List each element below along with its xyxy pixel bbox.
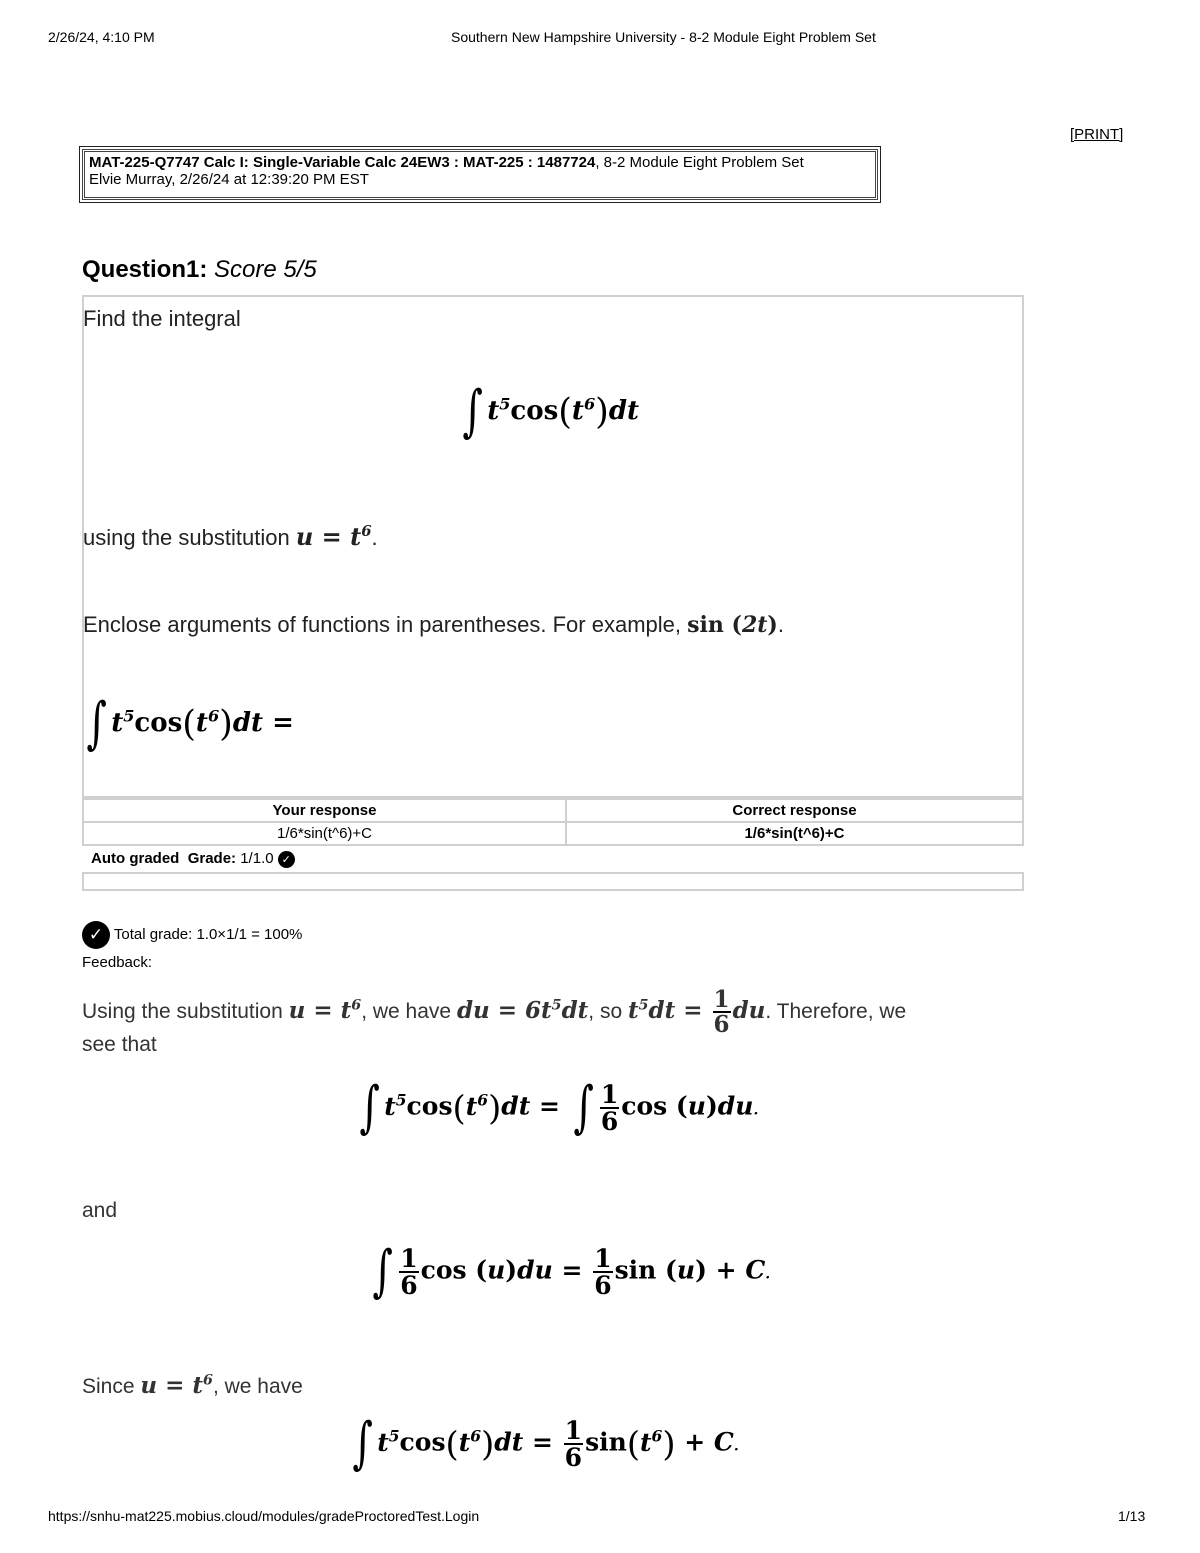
print-datetime: 2/26/24, 4:10 PM: [48, 29, 155, 45]
answer-integral-prompt: ∫ $t^5\cos(t^6)dt$ =: [86, 691, 294, 756]
grade-label: Grade:: [187, 850, 237, 867]
question-score: Score 5/5: [214, 256, 317, 283]
course-header-box: [82, 149, 878, 200]
feedback-and: and: [82, 1199, 118, 1222]
feedback-see-that: see that: [82, 1033, 157, 1056]
check-circle-icon: ✓: [278, 851, 295, 868]
question-heading: [82, 256, 317, 284]
integral-expression: ∫ $t^5\cos(t^6)dt$: [462, 379, 640, 444]
feedback-so-text: , so: [588, 1000, 623, 1023]
substitution-line: using the substitution $u = t^6$.: [83, 522, 378, 551]
assignment-title: , 8-2 Module Eight Problem Set: [595, 154, 804, 171]
response-table: [82, 798, 1024, 846]
feedback-equation-2: ∫ $\frac{1}{6}$ cos (u)du = $\frac{1}{6}$ sin (u) + C.: [372, 1239, 771, 1304]
correct-response-header: Correct response: [566, 799, 1023, 822]
empty-feedback-box: [82, 872, 1024, 891]
check-circle-icon: ✓: [82, 921, 110, 949]
your-response-header: Your response: [83, 799, 566, 822]
total-grade-text: Total grade: 1.0×1/1 = 100%: [113, 925, 303, 943]
feedback-we-have-text: , we have: [361, 1000, 452, 1023]
footer-page-number: 1/13: [1118, 1508, 1146, 1524]
student-info: Elvie Murray, 2/26/24 at 12:39:20 PM EST: [89, 171, 369, 188]
correct-response-value: 1/6*sin(t^6)+C: [566, 822, 1023, 845]
feedback-using-text: Using the substitution: [82, 1000, 283, 1023]
feedback-since-line: Since $u = t^6$, we have: [82, 1372, 303, 1399]
feedback-therefore-text: . Therefore, we: [765, 1000, 907, 1023]
feedback-since-text: Since: [82, 1375, 135, 1398]
course-title: MAT-225-Q7747 Calc I: Single-Variable Calc 24EW3 : MAT-225 : 1487724: [89, 154, 596, 171]
period: .: [777, 612, 784, 637]
feedback-equation-1: ∫ $t^5\cos(t^6)dt$ = ∫ $\frac{1}{6}$ cos (u)du.: [359, 1075, 759, 1140]
your-response-value: 1/6*sin(t^6)+C: [83, 822, 566, 845]
substitution-text: using the substitution: [83, 525, 290, 550]
grade-value: 1/1.0: [240, 850, 274, 867]
print-title: Southern New Hampshire University - 8-2 Module Eight Problem Set: [451, 29, 876, 45]
feedback-line-1: Using the substitution $u = t^6$, we have du = $6t^5dt$, so $t^5dt$ = $\frac{1}{6}$ du. Therefore, we: [82, 986, 907, 1038]
question-prompt: Find the integral: [83, 306, 241, 331]
enclose-line: Enclose arguments of functions in parentheses. For example, sin (2t).: [83, 612, 784, 638]
feedback-label: Feedback:: [82, 954, 153, 971]
enclose-text: Enclose arguments of functions in parentheses. For example,: [83, 612, 681, 637]
question-label: Question1:: [82, 256, 208, 283]
print-link[interactable]: [PRINT]: [1070, 126, 1124, 143]
feedback-equation-3: ∫ $t^5\cos(t^6)dt$ = $\frac{1}{6}$ $\sin(t^6) + C$.: [352, 1411, 739, 1476]
footer-url: https://snhu-mat225.mobius.cloud/modules/gradeProctoredTest.Login: [48, 1508, 480, 1524]
total-grade-line: [82, 921, 302, 949]
grade-line: [91, 850, 295, 868]
feedback-since-we-have-text: , we have: [212, 1375, 303, 1398]
period: .: [371, 525, 378, 550]
auto-graded-label: Auto graded: [91, 850, 180, 867]
